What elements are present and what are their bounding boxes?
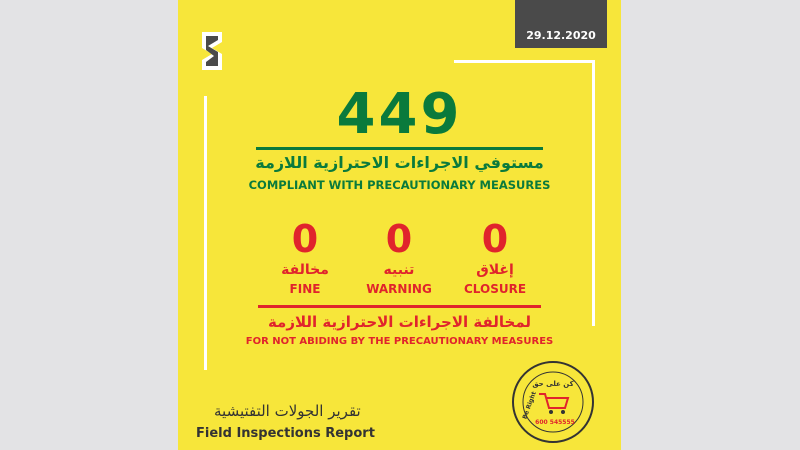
fine-label-ar: مخالفة [281, 262, 329, 278]
closure-label-en: CLOSURE [463, 282, 527, 296]
frame-line-top [454, 60, 595, 63]
stamp-text-en: Be Right [521, 390, 538, 421]
report-title-ar: تقرير الجولات التفتيشية [214, 402, 361, 420]
green-divider [256, 147, 543, 150]
date-badge [515, 0, 607, 48]
stat-warning [354, 218, 444, 296]
stat-fine [260, 218, 350, 296]
red-divider [258, 305, 541, 308]
logo-icon [200, 30, 224, 72]
closure-count: 0 [481, 217, 509, 261]
compliant-label-ar: مستوفي الاجراءات الاحترازية اللازمة [255, 153, 544, 172]
closure-label-ar: إغلاق [476, 262, 514, 278]
stamp-text-ar: كن على حق [532, 380, 574, 388]
stamp-phone: 600 545555 [535, 419, 575, 426]
infographic-card [178, 0, 621, 450]
not-abiding-label-en: FOR NOT ABIDING BY THE PRECAUTIONARY MEASURES [245, 336, 554, 347]
fine-count: 0 [291, 217, 319, 261]
fine-label-en: FINE [289, 282, 321, 296]
report-title-en: Field Inspections Report [196, 426, 375, 441]
not-abiding-label-ar: لمخالفة الاجراءات الاحترازية اللازمة [267, 313, 532, 331]
warning-label-ar: تنبيه [383, 262, 415, 278]
be-right-stamp-icon [511, 360, 595, 444]
compliant-count: 449 [336, 82, 463, 147]
warning-count: 0 [385, 217, 413, 261]
date-text: 29.12.2020 [526, 29, 596, 42]
compliant-label-en: COMPLIANT WITH PRECAUTIONARY MEASURES [248, 178, 551, 192]
warning-label-en: WARNING [366, 282, 432, 296]
stat-closure [450, 218, 540, 296]
